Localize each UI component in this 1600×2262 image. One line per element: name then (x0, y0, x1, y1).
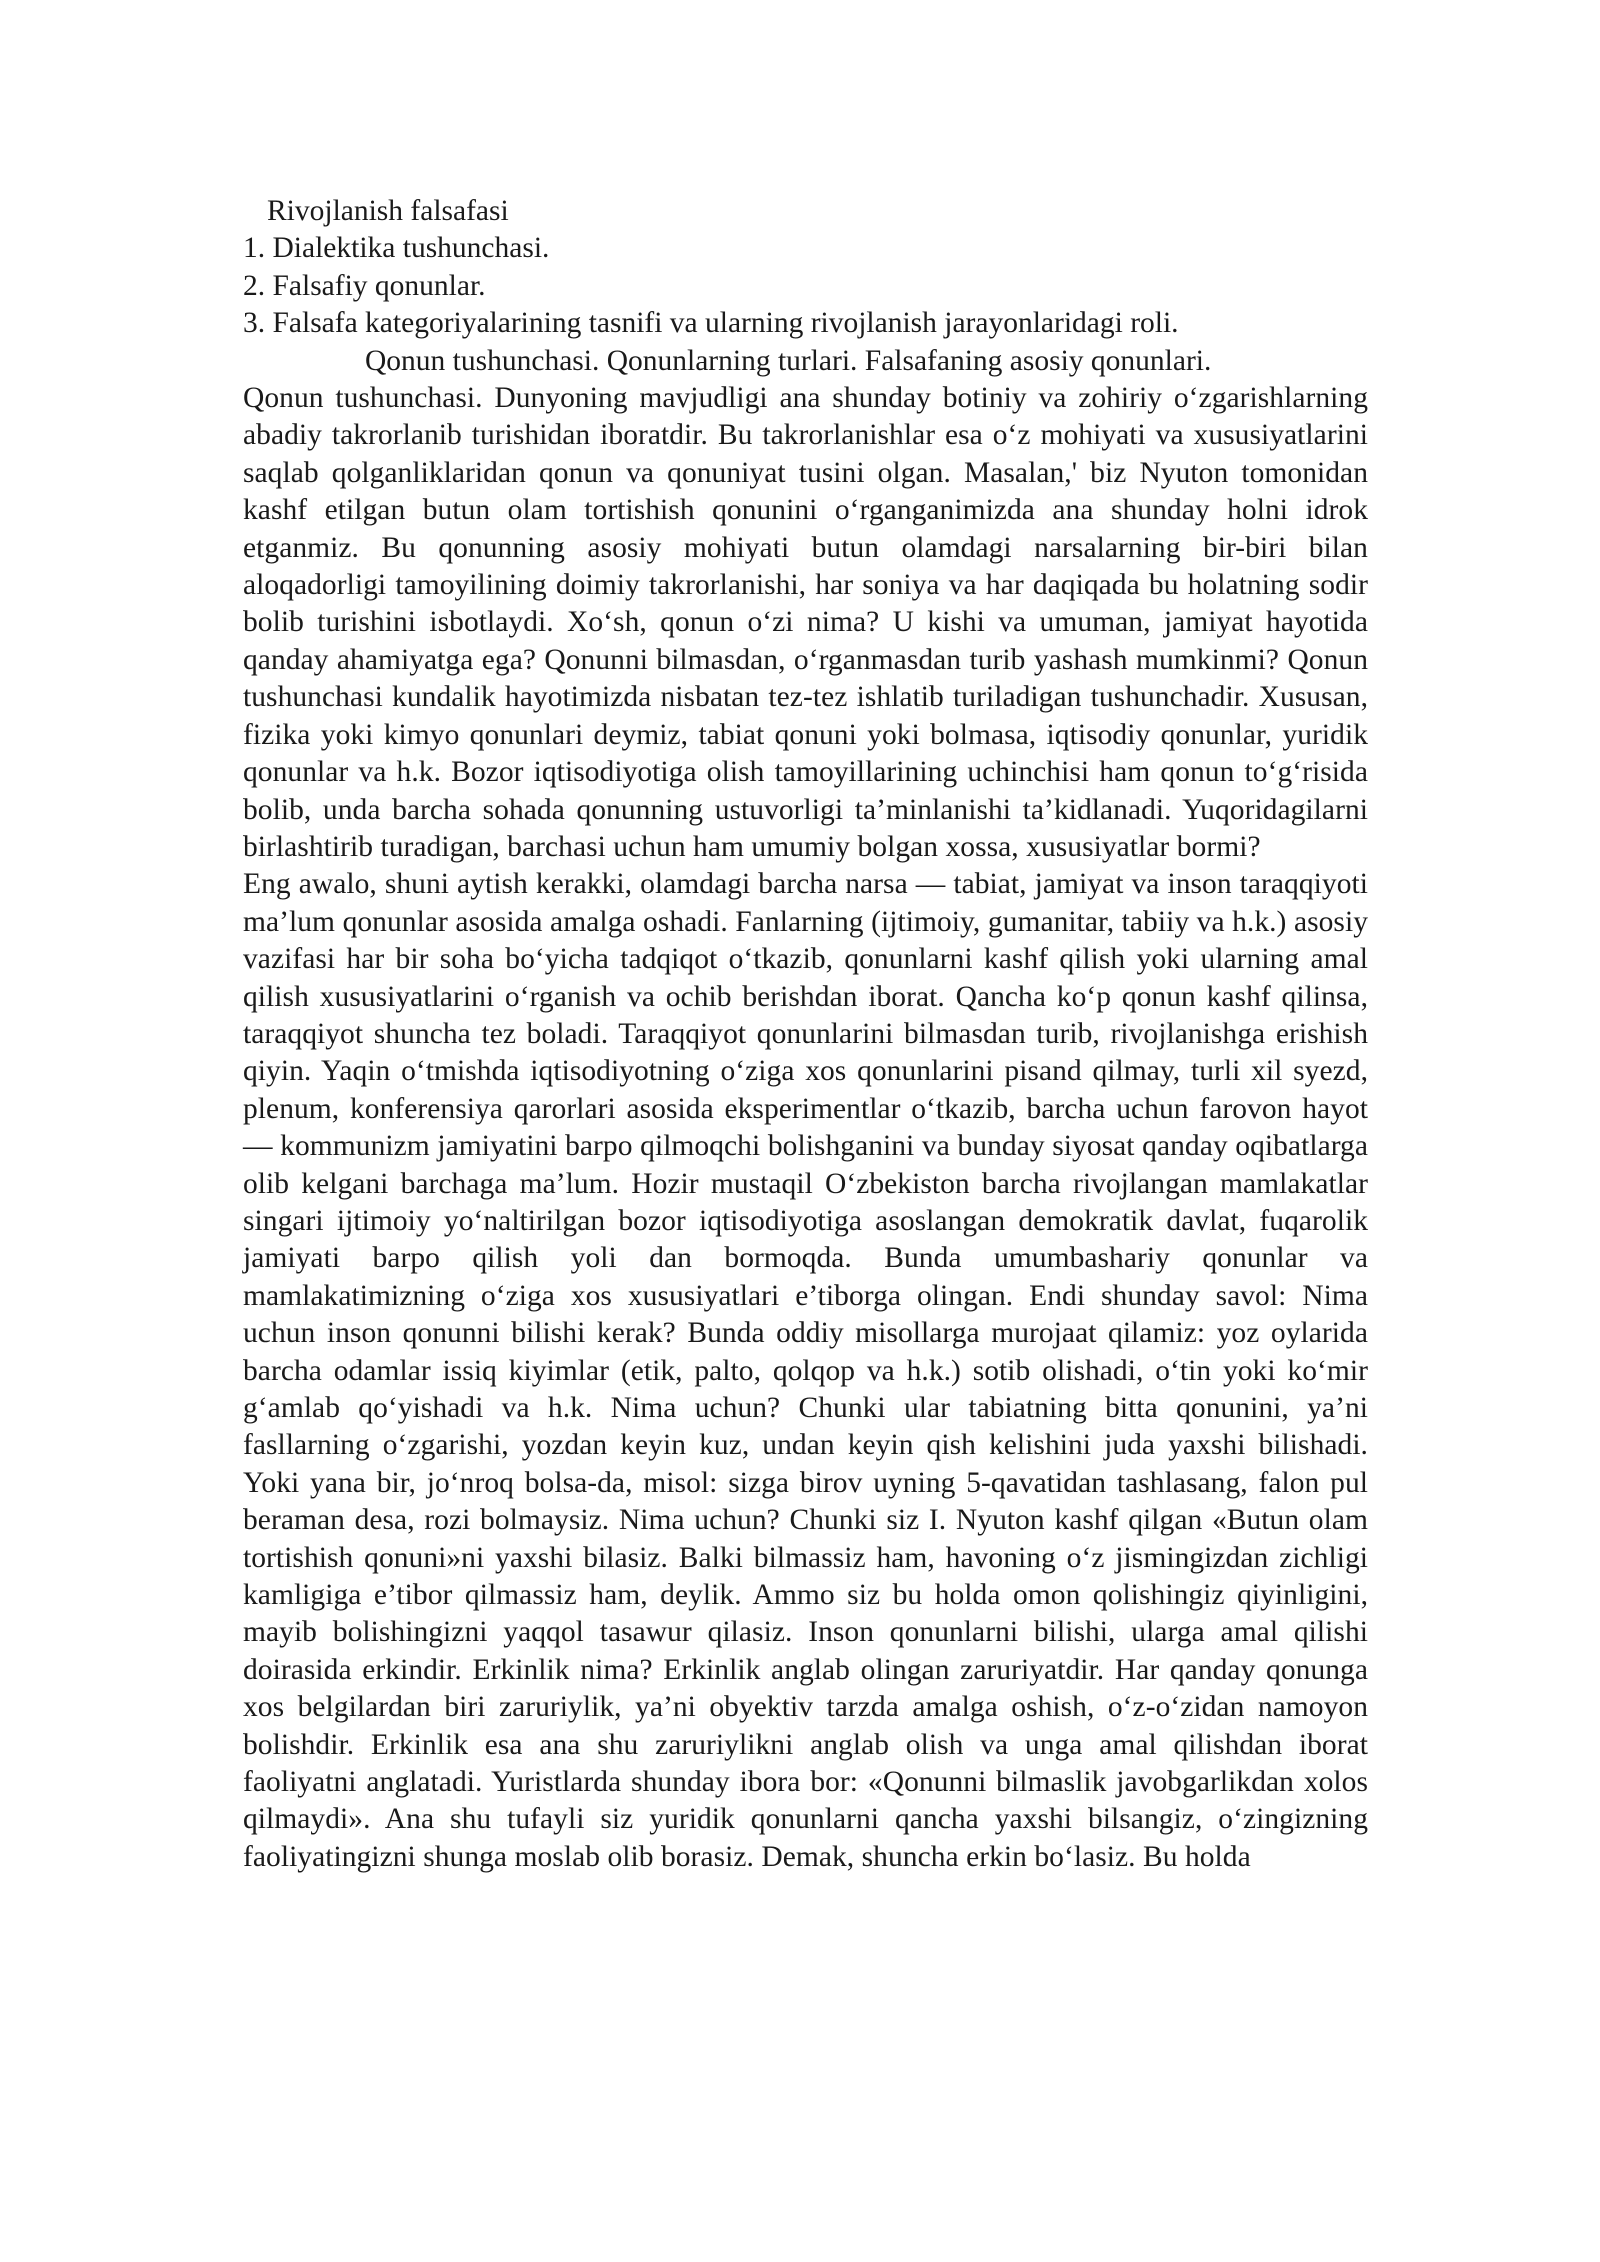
outline-item-1: 1. Dialektika tushunchasi. (243, 232, 550, 265)
section-heading: Qonun tushunchasi. Qonunlarning turlari. Falsafaning asosiy qonunlari. (365, 344, 1212, 377)
outline-item-2: 2. Falsafiy qonunlar. (243, 269, 486, 302)
body-paragraph-1: Qonun tushunchasi. Dunyoning mavjudligi ana shunday botiniy va zohiriy o‘zgarishlarning abadiy takrorlanib turishidan iboratdir. Bu takrorlanishlar esa o‘z mohiyati va xususiyatlarini saqlab qolganliklaridan qonun va qonuniyat tusini olgan. Masalan,' biz Nyuton tomonidan kashf etilgan butun olam tortishish qonunini o‘rganganimizda ana shunday holni idrok etganmiz. Bu qonunning asosiy mohiyati butun olamdagi narsalarning bir-biri bilan aloqadorligi tamoyilining doimiy takrorlanishi, har soniya va har daqiqada bu holatning sodir bolib turishini isbotlaydi. Xo‘sh, qonun o‘zi nima? U kishi va umuman, jamiyat hayotida qanday ahamiyatga ega? Qonunni bilmasdan, o‘rganmasdan turib yashash mumkinmi? Qonun tushunchasi kundalik hayotimizda nisbatan tez-tez ishlatib turiladigan tushunchadir. Xususan, fizika yoki kimyo qonunlari deymiz, tabiat qonuni yoki bolmasa, iqtisodiy qonunlar, yuridik qonunlar va h.k. Bozor iqtisodiyotiga olish tamoyillarining uchinchisi ham qonun to‘g‘risida bolib, unda barcha sohada qonunning ustuvorligi ta’minlanishi ta’kidlanadi. Yuqoridagilarni birlashtirib turadigan, barchasi uchun ham umumiy bolgan xossa, xususiyatlar bormi? (243, 382, 1368, 863)
document-page (243, 193, 1368, 1876)
outline-item-3: 3. Falsafa kategoriyalarining tasnifi va ularning rivojlanish jarayonlaridagi roli. (243, 307, 1179, 340)
document-title: Rivojlanish falsafasi (267, 195, 509, 227)
body-paragraph-2: Eng awalo, shuni aytish kerakki, olamdagi barcha narsa — tabiat, jamiyat va inson taraqqiyoti ma’lum qonunlar asosida amalga oshadi. Fanlarning (ijtimoiy, gumanitar, tabiiy va h.k.) asosiy vazifasi har bir soha bo‘yicha tadqiqot o‘tkazib, qonunlarni kashf qilish yoki ularning amal qilish xususiyatlarini o‘rganish va ochib berishdan iborat. Qancha ko‘p qonun kashf qilinsa, taraqqiyot shuncha tez boladi. Taraqqiyot qonunlarini bilmasdan turib, rivojlanishga erishish qiyin. Yaqin o‘tmishda iqtisodiyotning o‘ziga xos qonunlarini pisand qilmay, turli xil syezd, plenum, konferensiya qarorlari asosida eksperimentlar o‘tkazib, barcha uchun farovon hayot — kommunizm jamiyatini barpo qilmoqchi bolishganini va bunday siyosat qanday oqibatlarga olib kelgani barchaga ma’lum. Hozir mustaqil O‘zbekiston barcha rivojlangan mamlakatlar singari ijtimoiy yo‘naltirilgan bozor iqtisodiyotiga asoslangan demokratik davlat, fuqarolik jamiyati barpo qilish yoli dan bormoqda. Bunda umumbashariy qonunlar va mamlakatimizning o‘ziga xos xususiyatlari e’tiborga olingan. Endi shunday savol: Nima uchun inson qonunni bilishi kerak? Bunda oddiy misollarga murojaat qilamiz: yoz oylarida barcha odamlar issiq kiyimlar (etik, palto, qolqop va h.k.) sotib olishadi, o‘tin yoki ko‘mir g‘amlab qo‘yishadi va h.k. Nima uchun? Chunki ular tabiatning bitta qonunini, ya’ni fasllarning o‘zgarishi, yozdan keyin kuz, undan keyin qish kelishini juda yaxshi bilishadi. Yoki yana bir, jo‘nroq bolsa-da, misol: sizga birov uyning 5-qavatidan tashlasang, falon pul beraman desa, rozi bolmaysiz. Nima uchun? Chunki siz I. Nyuton kashf qilgan «Butun olam tortishish qonuni»ni yaxshi bilasiz. Balki bilmassiz ham, havoning o‘z jismingizdan zichligi kamligiga e’tibor qilmassiz ham, deylik. Ammo siz bu holda omon qolishingiz qiyinligini, mayib bolishingizni yaqqol tasawur qilasiz. Inson qonunlarni bilishi, ularga amal qilishi doirasida erkindir. Erkinlik nima? Erkinlik anglab olingan zaruriyatdir. Har qanday qonunga xos belgilardan biri zaruriylik, ya’ni obyektiv tarzda amalga oshish, o‘z-o‘zidan namoyon bolishdir. Erkinlik esa ana shu zaruriylikni anglab olish va unga amal qilishdan iborat faoliyatni anglatadi. Yuristlarda shunday ibora bor: «Qonunni bilmaslik javobgarlikdan xolos qilmaydi». Ana shu tufayli siz yuridik qonunlarni qancha yaxshi bilsangiz, o‘zingizning faoliyatingizni shunga moslab olib borasiz. Demak, shuncha erkin bo‘lasiz. Bu holda (243, 868, 1368, 1873)
